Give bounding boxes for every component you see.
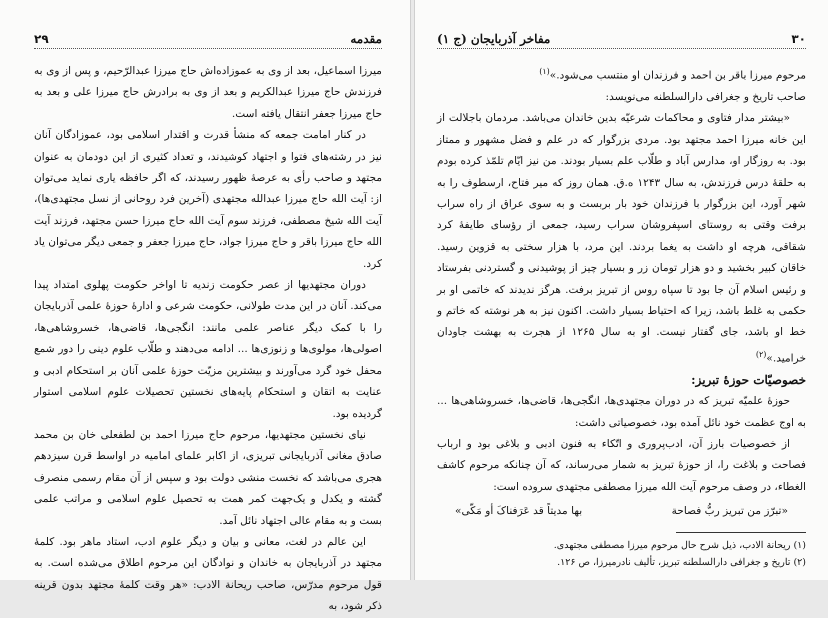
paragraph: از خصوصیات بارز آن، ادب‌پروری و اتّکاء به فنون ادبی و بلاغی بود و ارباب فصاحت و بلاغت را، از حوزهٔ تبریز به شمار می‌رساند، که آن چنانکه مرحوم کاشف الغطاء، در وصف مرحوم آیت الله میرزا مصطفی مجتهدی سروده است: <box>437 437 806 493</box>
footnote: (۱) ریحانة الادب، ذیل شرح حال مرحوم میرزا مصطفی مجتهدی. <box>553 540 806 552</box>
poem-hemistich: «تبرّز من تبریز ربُّ فصاحة <box>671 505 788 518</box>
page-header <box>437 24 806 49</box>
footnote-rule <box>676 532 806 533</box>
paragraph: دوران مجتهدیها از عصر حکومت زندیه تا اواخر حکومت پهلوی امتداد پیدا می‌کند. آنان در این مدت طولانی، حکومت شرعی و ادارهٔ حوزهٔ علمی آذربایجان را با کمک دیگر عناصر علمی مانند: انگجی‌ها، قاضی‌ها، خسروشاهی‌ها، اصولی‌ها، مولوی‌ها و زنوزی‌ها ... ادامه می‌دهند و طلّاب علوم دینی را دور شمع محفل خود گرد می‌آورند و بیشترین مزیّت حوزهٔ علمی آنان بر استحکام ادبی و عنایت به اتقان و استحکام پایه‌های نخستین تحصیلات علوم اسلامی استوار گردیده بود. <box>34 279 382 420</box>
quote-text: «بیشتر مدار فتاوی و محاکمات شرعیّه بدین خاندان می‌باشد. مردمان باجلالت از این خانه میرزا احمد مجتهد بود. مردی بزرگوار که در علم و فضل مشهور و ممتاز بود. به روزگار او، مدارس آباد و طلّاب علم بسیار بودند. من نیز ایّام تلمّذ کرده بودم به حلقهٔ درس فرزندش، به سال ۱۲۴۳ ه.ق. همان روز که میر فتاح، ارسطوف را به شهر آورد، این بزرگوار با فرزندان خود بار بربست و به سوی عراق از راه سراب برفت وقتی به روستای اسپفروشان سراب رسید، جمعی از رؤسای طایفهٔ کرد شقاقی، هرچه او داشت به یغما بردند. این مرد، با هزار سختی به قزوین رسید. خاقان کبیر بخشید و دو هزار تومان زر و بسیار چیز از پوشیدنی و گستردنی بفرستاد و رئیس اسلام آن جا بود تا سپاه روس از تبریز برفت. هرگز ندیدند که خاتمی او بر حکمی به غلط باشد، زیرا که احتیاط بسیار داشت. اکنون نیز به هر نوشته که خاتم و خط او باشد، جای گفتار نیست. او به سال ۱۲۶۵ از هجرت به بهشت جاودان خرامید.» <box>437 112 806 365</box>
page-header <box>34 24 382 49</box>
running-title: مفاخر آذربایجان (ج ۱) <box>437 32 551 46</box>
intro-text: مرحوم میرزا باقر بن احمد و فرزندان او منتسب می‌شود.» <box>549 69 806 82</box>
left-page <box>0 0 411 613</box>
footnote: (۲) تاریخ و جغرافی دارالسلطنه تبریز، تألیف نادرمیرزا، ص ۱۲۶. <box>557 557 806 569</box>
footnote-ref: (۲) <box>755 349 767 359</box>
section-heading: خصوصیّات حوزهٔ تبریز: <box>691 372 806 387</box>
running-title: مقدمه <box>350 32 382 46</box>
page-number: ۲۹ <box>34 32 49 46</box>
page-number: ۳۰ <box>791 32 806 46</box>
paragraph: در کنار امامت جمعه که منشأ قدرت و اقتدار اسلامی بود، عموزادگان آنان نیز در رشته‌های فتوا و اجتهاد کوشیدند، و تعداد کثیری از این دودمان به عنوان مجتهد و صاحب رأی به عرصهٔ ظهور رسیدند، که اگر حافظه یاری نماید می‌توان از: آیت الله حاج میرزا عبدالله مجتهدی (آخرین فرد روحانی از نسل مجتهدی‌ها)، آیت الله شیخ مصطفی، فرزند سوم آیت الله حاج میرزا حسن مجتهد، فرزند آیت الله حاج میرزا باقر و حاج میرزا جواد، حاج میرزا جعفر و جمعی دیگر می‌توان یاد کرد. <box>34 129 382 270</box>
poem-verse <box>437 500 806 522</box>
page-body <box>437 61 806 498</box>
intro-line <box>437 61 806 87</box>
paragraph: این عالم در لغت، معانی و بیان و دیگر علوم ادب، استاد ماهر بود. کلمهٔ مجتهد در آذربایجان به خاندان و نوادگان این مرحوم اطلاق می‌شده است. به قول مرحوم مدرّس، صاحب ریحانة الادب: «هر وقت کلمهٔ مجتهد بدون قرینه ذکر شود، به <box>34 535 382 613</box>
right-page <box>414 0 828 580</box>
paragraph: حوزهٔ علمیّه تبریز که در دوران مجتهدی‌ها، انگجی‌ها، قاضی‌ها، خسروشاهی‌ها ... به اوج عظمت خود نائل آمده بود، خصوصیاتی داشت: <box>437 395 806 429</box>
footnotes <box>437 537 806 571</box>
paragraph: میرزا اسماعیل، بعد از وی به عموزاده‌اش حاج میرزا عبدالرّحیم، و پس از وی به فرزندش حاج میرزا عبدالکریم و بعد از وی به برادرش حاج میرزا علی و بعد به حاج میرزا جعفر انتقال یافته است. <box>34 65 382 120</box>
intro-line: صاحب تاریخ و جغرافی دارالسلطنه می‌نویسد: <box>605 90 806 103</box>
poem-hemistich: بها مدیتاً قد عَرَفناکَ أو مَکّی» <box>455 505 583 518</box>
quotation <box>437 108 806 369</box>
footnote-ref: (۱) <box>539 67 550 76</box>
page-body <box>34 61 382 618</box>
paragraph: نیای نخستین مجتهدیها، مرحوم حاج میرزا احمد بن لطفعلی خان بن محمد صادق مغانی آذربایجانی تبریزی، از اکابر علمای امامیه در اواسط قرن سیزدهم هجری می‌باشد که نخست منشی دولت بود و سپس از آن مقام رسمی منصرف گشته و یکدل و یک‌جهت کمر همت به تحصیل علوم اسلامی و مراتب علمی بست و به مقام عالی اجتهاد نائل آمد. <box>34 428 382 527</box>
